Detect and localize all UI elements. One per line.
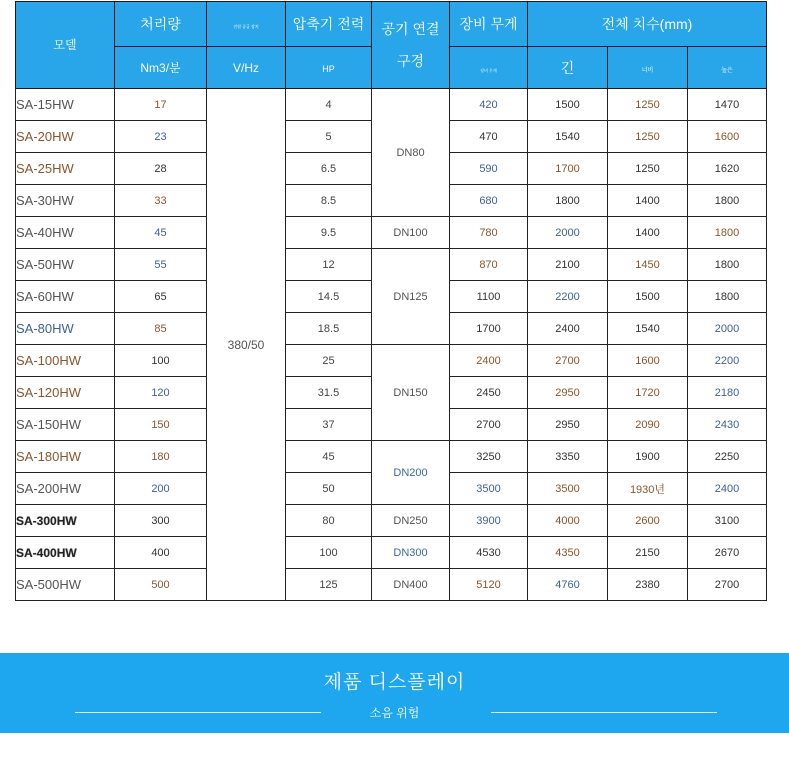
banner-subtitle: 소음 위험 xyxy=(369,706,420,720)
header-length: 긴 xyxy=(528,47,608,89)
width-cell: 1930년 xyxy=(608,473,688,505)
weight-cell: 470 xyxy=(450,121,528,153)
height-cell: 1800 xyxy=(688,281,767,313)
model-cell: SA-80HW xyxy=(16,313,115,345)
capacity-cell: 33 xyxy=(115,185,207,217)
capacity-cell: 300 xyxy=(115,505,207,537)
width-cell: 1900 xyxy=(608,441,688,473)
product-display-banner xyxy=(0,653,789,733)
weight-cell: 870 xyxy=(450,249,528,281)
length-cell: 4000 xyxy=(528,505,608,537)
model-cell: SA-100HW xyxy=(16,345,115,377)
height-cell: 2430 xyxy=(688,409,767,441)
air-connection-cell: DN80 xyxy=(372,89,450,217)
compressor-power-cell: 125 xyxy=(286,569,372,601)
model-cell: SA-25HW xyxy=(16,153,115,185)
header-weight: 장비 무게 xyxy=(450,2,528,47)
capacity-cell: 120 xyxy=(115,377,207,409)
weight-cell: 420 xyxy=(450,89,528,121)
length-cell: 2000 xyxy=(528,217,608,249)
table-row xyxy=(16,345,767,377)
compressor-power-cell: 5 xyxy=(286,121,372,153)
length-cell: 1700 xyxy=(528,153,608,185)
compressor-power-cell: 6.5 xyxy=(286,153,372,185)
model-cell: SA-400HW xyxy=(16,537,115,569)
length-cell: 3350 xyxy=(528,441,608,473)
air-connection-cell: DN200 xyxy=(372,441,450,505)
length-cell: 2950 xyxy=(528,409,608,441)
capacity-cell: 85 xyxy=(115,313,207,345)
weight-cell: 3500 xyxy=(450,473,528,505)
weight-cell: 3250 xyxy=(450,441,528,473)
length-cell: 2100 xyxy=(528,249,608,281)
height-cell: 2180 xyxy=(688,377,767,409)
table-row xyxy=(16,441,767,473)
length-cell: 2200 xyxy=(528,281,608,313)
height-cell: 2250 xyxy=(688,441,767,473)
width-cell: 1250 xyxy=(608,121,688,153)
air-connection-cell: DN150 xyxy=(372,345,450,441)
air-connection-cell: DN125 xyxy=(372,249,450,345)
weight-cell: 1700 xyxy=(450,313,528,345)
model-cell: SA-150HW xyxy=(16,409,115,441)
length-cell: 1500 xyxy=(528,89,608,121)
width-cell: 1250 xyxy=(608,89,688,121)
height-cell: 2000 xyxy=(688,313,767,345)
height-cell: 2670 xyxy=(688,537,767,569)
length-cell: 2700 xyxy=(528,345,608,377)
header-compressor-unit: HP xyxy=(286,47,372,89)
weight-cell: 2700 xyxy=(450,409,528,441)
air-connection-cell: DN400 xyxy=(372,569,450,601)
height-cell: 2700 xyxy=(688,569,767,601)
header-dimensions: 전체 치수(mm) xyxy=(528,2,767,47)
weight-cell: 780 xyxy=(450,217,528,249)
height-cell: 1800 xyxy=(688,249,767,281)
height-cell: 2400 xyxy=(688,473,767,505)
capacity-cell: 28 xyxy=(115,153,207,185)
capacity-cell: 65 xyxy=(115,281,207,313)
model-cell: SA-180HW xyxy=(16,441,115,473)
capacity-cell: 45 xyxy=(115,217,207,249)
compressor-power-cell: 37 xyxy=(286,409,372,441)
header-air-connection: 공기 연결 구경 xyxy=(372,2,450,89)
header-voltage: 전원 공급 장치 xyxy=(207,2,286,47)
height-cell: 1470 xyxy=(688,89,767,121)
length-cell: 1540 xyxy=(528,121,608,153)
compressor-power-cell: 50 xyxy=(286,473,372,505)
model-cell: SA-15HW xyxy=(16,89,115,121)
spec-table xyxy=(15,1,767,601)
model-cell: SA-60HW xyxy=(16,281,115,313)
capacity-cell: 17 xyxy=(115,89,207,121)
compressor-power-cell: 100 xyxy=(286,537,372,569)
width-cell: 1400 xyxy=(608,217,688,249)
compressor-power-cell: 9.5 xyxy=(286,217,372,249)
width-cell: 2150 xyxy=(608,537,688,569)
height-cell: 1800 xyxy=(688,217,767,249)
length-cell: 2400 xyxy=(528,313,608,345)
table-row xyxy=(16,89,767,121)
table-row xyxy=(16,217,767,249)
height-cell: 1620 xyxy=(688,153,767,185)
header-height: 높은 xyxy=(688,47,767,89)
header-voltage-unit: V/Hz xyxy=(207,47,286,89)
capacity-cell: 150 xyxy=(115,409,207,441)
header-model: 모델 xyxy=(16,2,115,89)
capacity-cell: 400 xyxy=(115,537,207,569)
width-cell: 1720 xyxy=(608,377,688,409)
compressor-power-cell: 12 xyxy=(286,249,372,281)
compressor-power-cell: 80 xyxy=(286,505,372,537)
weight-cell: 2400 xyxy=(450,345,528,377)
width-cell: 1400 xyxy=(608,185,688,217)
width-cell: 2380 xyxy=(608,569,688,601)
capacity-cell: 23 xyxy=(115,121,207,153)
model-cell: SA-20HW xyxy=(16,121,115,153)
header-capacity: 처리량 xyxy=(115,2,207,47)
model-cell: SA-40HW xyxy=(16,217,115,249)
length-cell: 1800 xyxy=(528,185,608,217)
voltage-cell: 380/50 xyxy=(207,89,286,601)
compressor-power-cell: 14.5 xyxy=(286,281,372,313)
width-cell: 1450 xyxy=(608,249,688,281)
air-connection-cell: DN250 xyxy=(372,505,450,537)
weight-cell: 3900 xyxy=(450,505,528,537)
length-cell: 4350 xyxy=(528,537,608,569)
height-cell: 1600 xyxy=(688,121,767,153)
table-row xyxy=(16,569,767,601)
compressor-power-cell: 31.5 xyxy=(286,377,372,409)
model-cell: SA-200HW xyxy=(16,473,115,505)
width-cell: 1250 xyxy=(608,153,688,185)
width-cell: 2090 xyxy=(608,409,688,441)
weight-cell: 2450 xyxy=(450,377,528,409)
model-cell: SA-300HW xyxy=(16,505,115,537)
header-capacity-unit: Nm3/분 xyxy=(115,47,207,89)
air-connection-cell: DN300 xyxy=(372,537,450,569)
weight-cell: 680 xyxy=(450,185,528,217)
width-cell: 1500 xyxy=(608,281,688,313)
compressor-power-cell: 25 xyxy=(286,345,372,377)
capacity-cell: 100 xyxy=(115,345,207,377)
banner-title: 제품 디스플레이 xyxy=(323,672,466,693)
header-weight-unit: 장비 무게 xyxy=(450,47,528,89)
header-compressor: 압축기 전력 xyxy=(286,2,372,47)
compressor-power-cell: 18.5 xyxy=(286,313,372,345)
compressor-power-cell: 8.5 xyxy=(286,185,372,217)
model-cell: SA-500HW xyxy=(16,569,115,601)
air-connection-cell: DN100 xyxy=(372,217,450,249)
model-cell: SA-30HW xyxy=(16,185,115,217)
capacity-cell: 200 xyxy=(115,473,207,505)
length-cell: 3500 xyxy=(528,473,608,505)
length-cell: 2950 xyxy=(528,377,608,409)
width-cell: 1540 xyxy=(608,313,688,345)
capacity-cell: 55 xyxy=(115,249,207,281)
banner-divider-right xyxy=(491,712,717,713)
capacity-cell: 500 xyxy=(115,569,207,601)
table-row xyxy=(16,505,767,537)
height-cell: 3100 xyxy=(688,505,767,537)
capacity-cell: 180 xyxy=(115,441,207,473)
table-row xyxy=(16,537,767,569)
compressor-power-cell: 4 xyxy=(286,89,372,121)
length-cell: 4760 xyxy=(528,569,608,601)
height-cell: 2200 xyxy=(688,345,767,377)
header-width: 너비 xyxy=(608,47,688,89)
weight-cell: 5120 xyxy=(450,569,528,601)
weight-cell: 590 xyxy=(450,153,528,185)
compressor-power-cell: 45 xyxy=(286,441,372,473)
model-cell: SA-120HW xyxy=(16,377,115,409)
width-cell: 1600 xyxy=(608,345,688,377)
model-cell: SA-50HW xyxy=(16,249,115,281)
table-row xyxy=(16,249,767,281)
weight-cell: 1100 xyxy=(450,281,528,313)
weight-cell: 4530 xyxy=(450,537,528,569)
width-cell: 2600 xyxy=(608,505,688,537)
height-cell: 1800 xyxy=(688,185,767,217)
